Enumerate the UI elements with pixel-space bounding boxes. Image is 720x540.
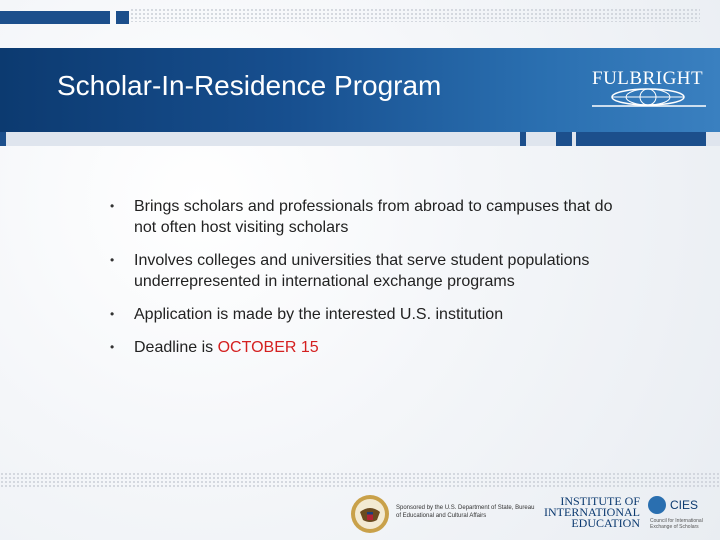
bullet-glyph: • <box>110 307 115 321</box>
bullet-list <box>110 196 630 370</box>
banner-strip <box>0 132 720 146</box>
top-dot-pattern <box>130 8 700 22</box>
bullet-text: Deadline is <box>134 339 218 356</box>
bottom-dot-pattern <box>0 472 720 488</box>
cies-subtitle: Council for International Exchange of Scholars <box>650 518 703 530</box>
bullet-item-2 <box>110 250 630 292</box>
state-department-seal-icon <box>350 494 390 534</box>
bullet-item-4 <box>110 337 630 358</box>
iie-line-3: EDUCATION <box>571 516 640 530</box>
cies-name: CIES <box>670 498 699 512</box>
bullet-glyph: • <box>110 253 115 267</box>
bullet-text: Application is made by the interested U.S. institution <box>134 306 504 323</box>
bullet-glyph: • <box>110 199 115 213</box>
fulbright-logo <box>590 64 708 114</box>
cies-globe-icon <box>648 496 666 514</box>
top-accent-bar <box>0 11 110 24</box>
bullet-glyph: • <box>110 340 115 354</box>
bullet-text: Involves colleges and universities that serve student populations underrepresented in international exchange programs <box>134 252 590 290</box>
top-accent-square <box>116 11 129 24</box>
bullet-item-3 <box>110 304 630 325</box>
bullet-text: Brings scholars and professionals from abroad to campuses that do not often host visiting scholars <box>134 198 613 236</box>
svg-text:FULBRIGHT: FULBRIGHT <box>592 68 704 89</box>
slide-title: Scholar-In-Residence Program <box>57 70 442 101</box>
iie-line-2: INTERNATIONAL <box>544 505 640 519</box>
sponsor-text: Sponsored by the U.S. Department of State, Bureau of Educational and Cultural Affairs <box>396 505 535 519</box>
iie-line-1: INSTITUTE OF <box>560 494 640 508</box>
bullet-item-1 <box>110 196 630 238</box>
iie-logo <box>536 496 640 529</box>
deadline-highlight: OCTOBER 15 <box>217 339 319 356</box>
